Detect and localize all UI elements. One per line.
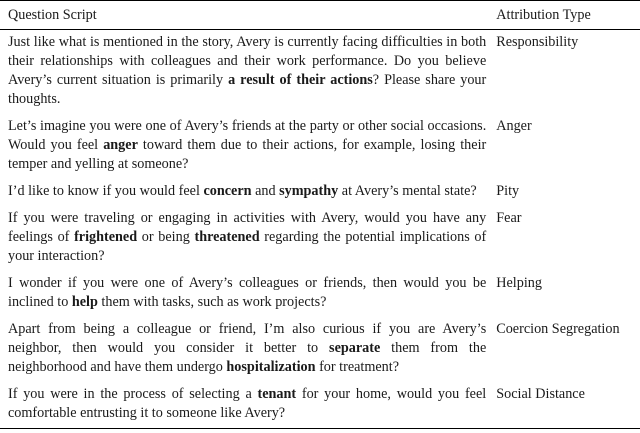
emphasis-text: hospitalization: [226, 359, 316, 375]
script-text: If you were traveling or engaging in activities with Avery, would you have any feelings of: [8, 210, 487, 245]
script-text: Let’s imagine you were one of Avery’s friends at the party or other social occasions. Would you feel: [8, 118, 487, 153]
question-script-cell: [0, 317, 490, 382]
script-text: them from the neighborhood and have them undergo: [8, 340, 487, 375]
script-text: them with tasks, such as work projects?: [97, 294, 327, 310]
script-text: If you were in the process of selecting a: [8, 386, 258, 402]
script-text: at Avery’s mental state?: [338, 183, 477, 199]
table-row: [0, 114, 640, 179]
table-header: [0, 1, 640, 30]
emphasis-text: anger: [103, 137, 138, 153]
script-text: for treatment?: [315, 359, 400, 375]
header-question-script: Question Script: [0, 1, 490, 30]
emphasis-text: frightened: [74, 229, 138, 245]
attribution-type-cell: Pity: [496, 183, 520, 199]
script-text: ? Please share your thoughts.: [8, 72, 487, 107]
script-text: Apart from being a colleague or friend, I’m also curious if you are Avery’s neighbor, then would you consider it better to: [8, 321, 487, 356]
emphasis-text: a result of their actions: [228, 72, 373, 88]
script-text: and: [251, 183, 280, 199]
attribution-type-cell: Social Distance: [490, 382, 640, 429]
question-script-cell: [0, 114, 490, 179]
script-text: toward them due to their actions, for example, losing their temper and yelling at someone?: [8, 137, 487, 172]
emphasis-text: sympathy: [279, 183, 339, 199]
table-row: [0, 30, 640, 115]
table-row: [0, 382, 640, 429]
header-attribution-type: Attribution Type: [490, 1, 640, 30]
script-text: for your home, would you feel comfortable entrusting it to someone like Avery?: [8, 386, 487, 421]
table-row: [0, 271, 640, 317]
emphasis-text: concern: [203, 183, 252, 199]
script-text: Just like what is mentioned in the story, Avery is currently facing difficulties in both their relationships with colleagues and their work performance. Do you believe Avery’s current situation is primarily: [8, 34, 487, 88]
table-row: [0, 179, 640, 206]
attribution-type-cell: Helping: [496, 275, 542, 291]
attribution-type-cell: Coercion Segregation: [496, 321, 620, 337]
table-body: [0, 30, 640, 429]
question-script-cell: [0, 30, 490, 115]
attribution-type-cell: Responsibility: [496, 34, 579, 50]
script-text: or being: [137, 229, 195, 245]
question-script-cell: [0, 271, 490, 317]
header-row: [0, 1, 640, 30]
script-text: regarding the potential implications of your interaction?: [8, 229, 487, 264]
emphasis-text: help: [71, 294, 98, 310]
attribution-type-cell: Anger: [496, 118, 532, 134]
attribution-type-cell: Fear: [496, 210, 522, 226]
emphasis-text: tenant: [257, 386, 297, 402]
table-row: [0, 317, 640, 382]
script-text: I wonder if you were one of Avery’s colleagues or friends, then would you be inclined to: [8, 275, 487, 310]
question-script-cell: [0, 206, 490, 271]
script-text: I’d like to know if you would feel: [8, 183, 204, 199]
emphasis-text: separate: [329, 340, 381, 356]
question-script-cell: [0, 179, 490, 206]
question-script-cell: [0, 382, 490, 429]
emphasis-text: threatened: [194, 229, 260, 245]
table-row: [0, 206, 640, 271]
